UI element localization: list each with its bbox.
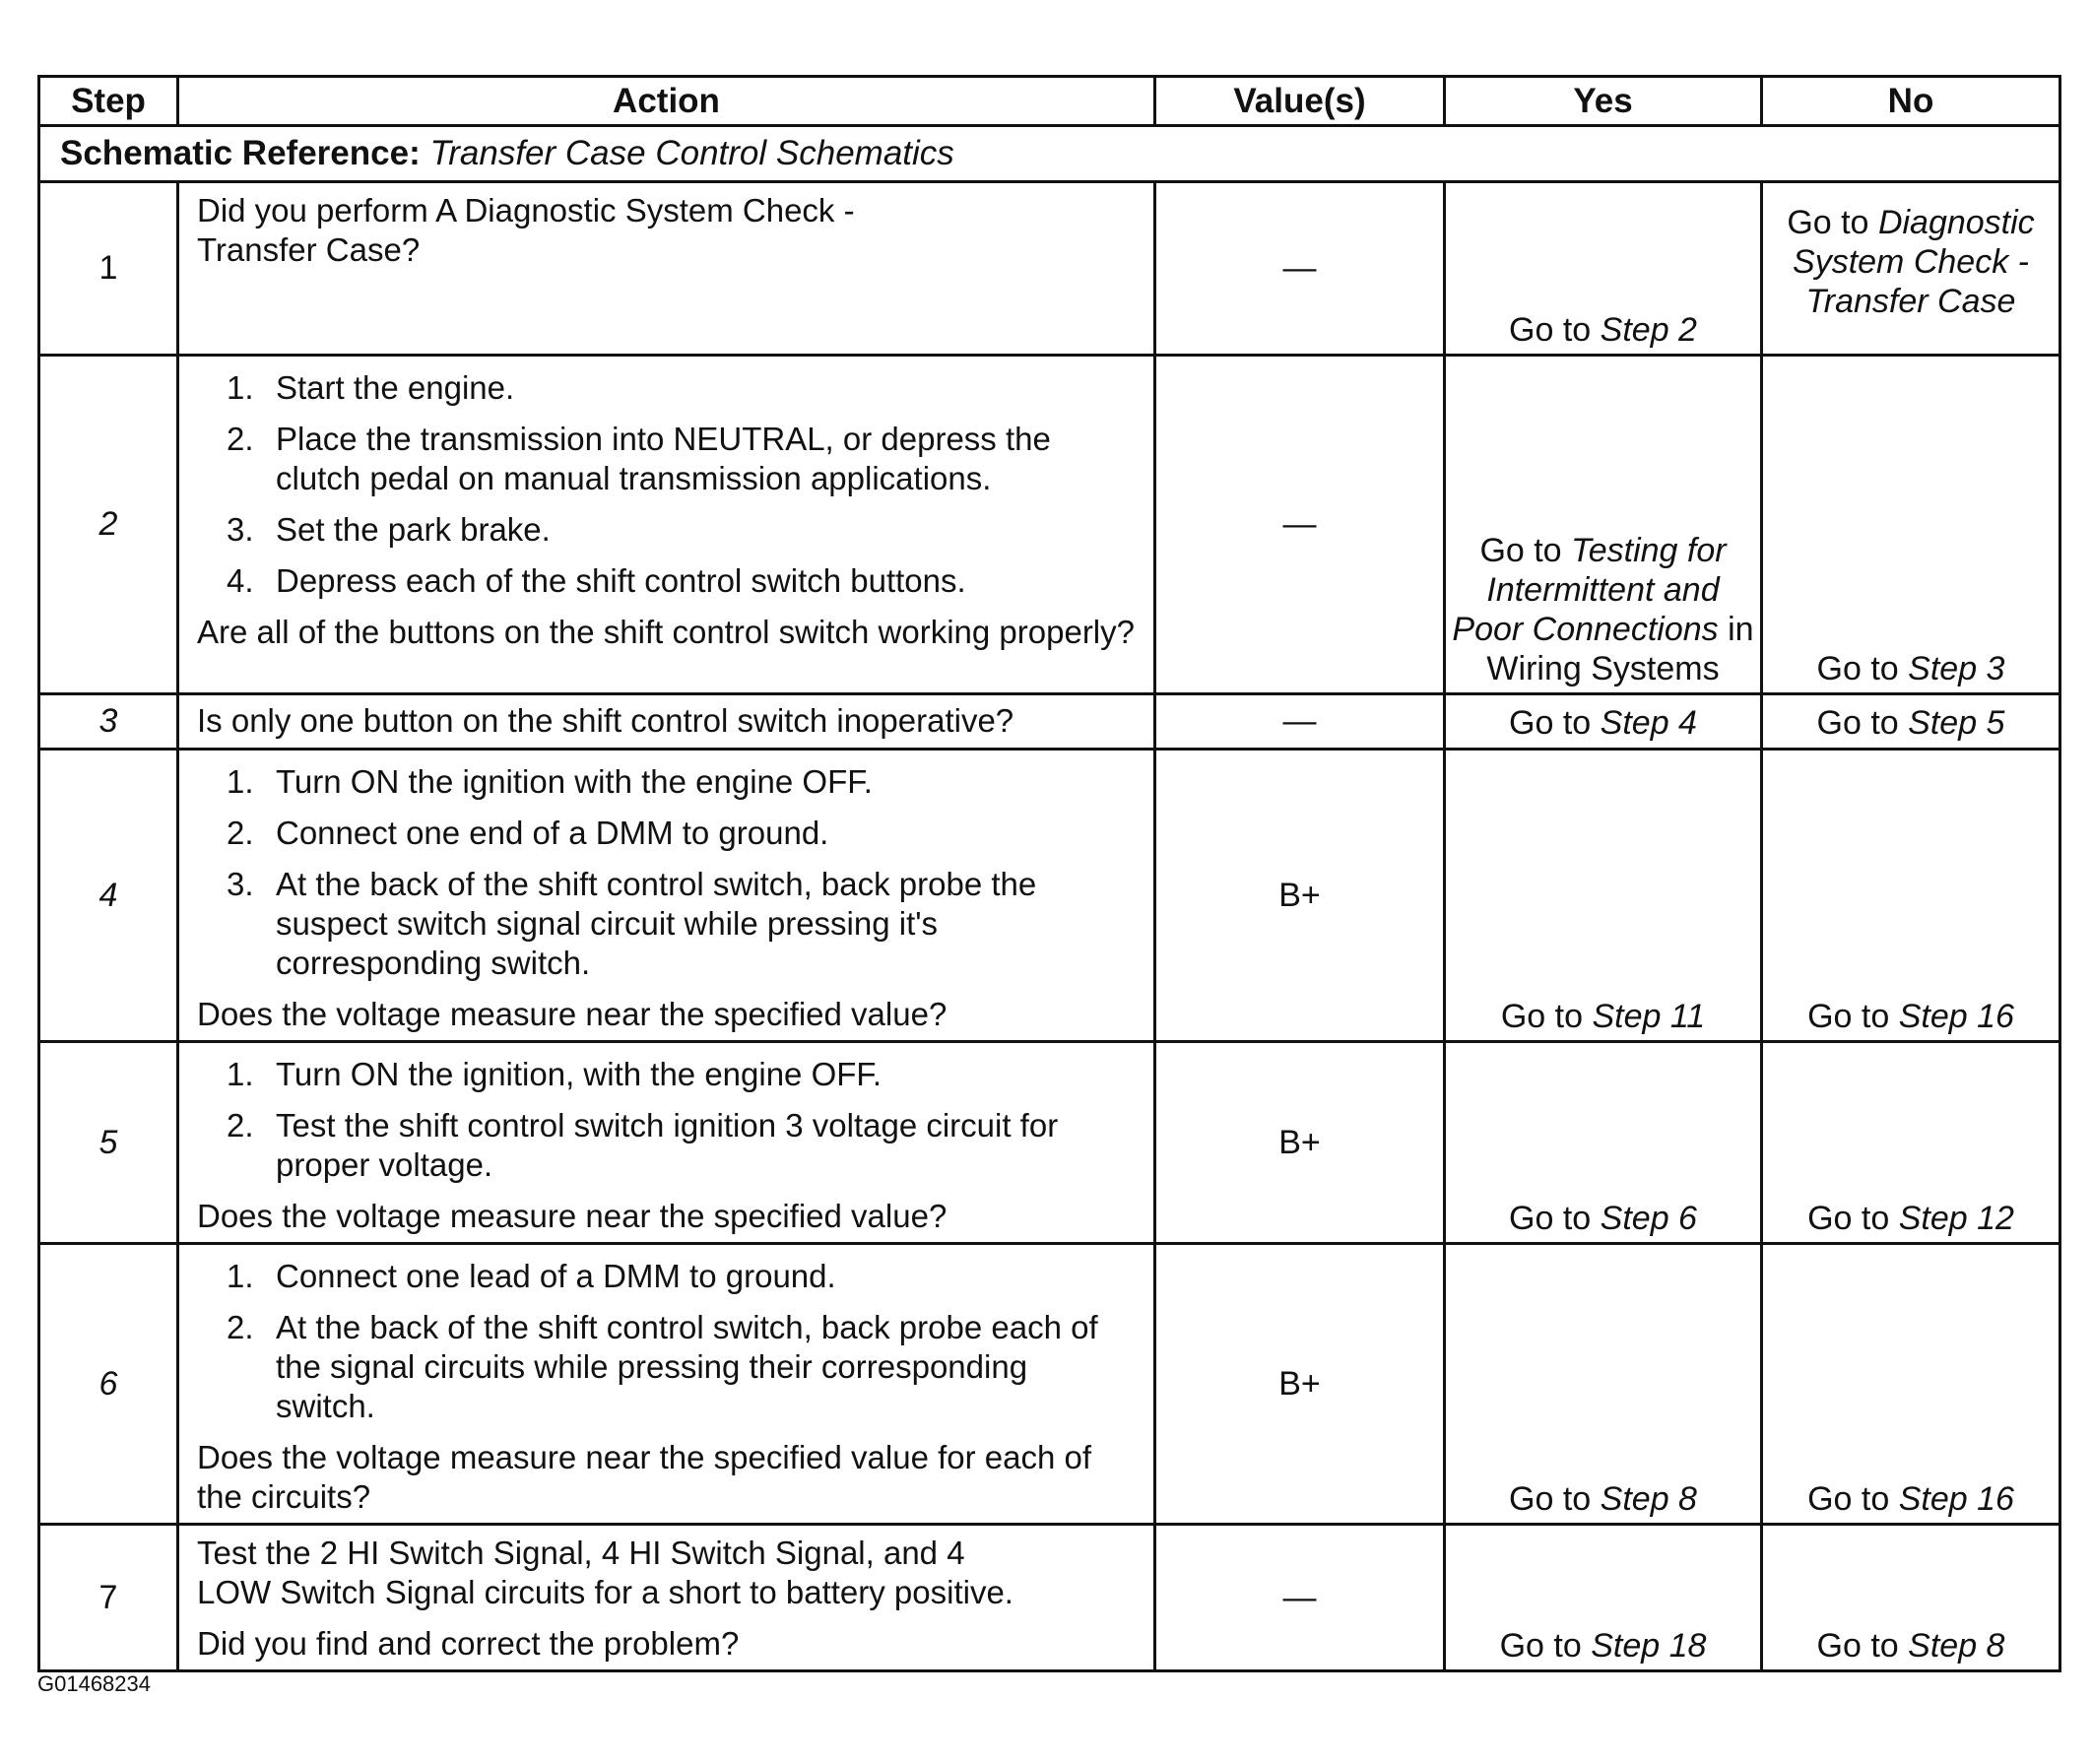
goto-link[interactable]: Step 3 [1908,650,2005,687]
goto-link[interactable]: Testing for Intermittent and Poor Connections [1452,532,1727,648]
question-text: Are all of the buttons on the shift control switch working properly? [197,614,1135,650]
table-row [39,356,2060,694]
action-cell [178,1042,1155,1244]
procedure-step: 3. At the back of the shift control switch, back probe the suspect switch signal circuit while pressing it's corresponding switch. [227,866,1037,981]
procedure-step: 2. Place the transmission into NEUTRAL, or depress the clutch pedal on manual transmission applications. [227,421,1051,496]
goto-link[interactable]: Step 11 [1592,998,1706,1035]
header-action: Action [178,77,1155,126]
header-step: Step [39,77,178,126]
procedure-list [197,762,1136,983]
action-cell [178,694,1155,750]
table-row [39,694,2060,750]
procedure-step: 4. Depress each of the shift control switch buttons. [227,562,966,599]
no-cell: Go to Diagnostic System Check - Transfer Case [1762,182,2060,356]
procedure-step: 2. At the back of the shift control switch, back probe each of the signal circuits while pressing their corresponding switch. [227,1309,1098,1424]
question-text: Did you find and correct the problem? [197,1625,740,1662]
value-cell: — [1155,694,1445,750]
action-cell [178,1244,1155,1525]
goto-link[interactable]: Step 16 [1898,998,2014,1035]
action-cell [178,1525,1155,1671]
header-yes: Yes [1445,77,1762,126]
no-cell: Go to Step 16 [1762,1244,2060,1525]
yes-cell: Go to Step 6 [1445,1042,1762,1244]
table-row [39,182,2060,356]
action-cell [178,750,1155,1042]
goto-link[interactable]: Step 6 [1600,1200,1697,1237]
value-cell: — [1155,1525,1445,1671]
value-cell: B+ [1155,1244,1445,1525]
question-text: Does the voltage measure near the specified value for each of the circuits? [197,1439,1092,1515]
procedure-step: 2. Test the shift control switch ignition 3 voltage circuit for proper voltage. [227,1107,1059,1183]
goto-link[interactable]: Step 18 [1591,1627,1707,1665]
action-cell [178,356,1155,694]
action-cell [178,182,1155,356]
step-number: 3 [39,694,178,750]
table-row [39,1042,2060,1244]
action-text: Test the 2 HI Switch Signal, 4 HI Switch Signal, and 4 [197,1535,965,1571]
no-cell: Go to Step 8 [1762,1525,2060,1671]
no-cell: Go to Step 3 [1762,356,2060,694]
goto-link[interactable]: Step 5 [1908,703,2005,742]
table-row [39,1244,2060,1525]
value-cell: B+ [1155,750,1445,1042]
procedure-step: 1. Start the engine. [227,369,515,406]
goto-link[interactable]: Step 8 [1908,1627,2005,1665]
value-cell: — [1155,182,1445,356]
goto-link[interactable]: Step 16 [1898,1480,2014,1518]
no-cell: Go to Step 12 [1762,1042,2060,1244]
step-number: 6 [39,1244,178,1525]
procedure-step: 3. Set the park brake. [227,511,551,548]
value-cell: — [1155,356,1445,694]
schematic-reference [39,126,2060,182]
yes-cell: Go to Step 11 [1445,750,1762,1042]
procedure-list [197,368,1136,601]
question-text: Does the voltage measure near the specified value? [197,1198,948,1234]
step-number: 4 [39,750,178,1042]
yes-cell: Go to Testing for Intermittent and Poor Connections in Wiring Systems [1445,356,1762,694]
goto-link[interactable]: Diagnostic System Check - Transfer Case [1793,203,2035,320]
step-number: 2 [39,356,178,694]
step-number: 5 [39,1042,178,1244]
header-values: Value(s) [1155,77,1445,126]
figure-id: G01468234 [37,1671,151,1696]
action-text: Did you perform A Diagnostic System Check - [197,192,855,229]
yes-cell: Go to Step 18 [1445,1525,1762,1671]
procedure-step: 1. Connect one lead of a DMM to ground. [227,1258,836,1294]
table-row [39,1525,2060,1671]
table-row [39,750,2060,1042]
goto-link[interactable]: Step 2 [1600,311,1697,349]
procedure-list [197,1055,1136,1185]
schematic-label: Schematic Reference: [60,134,421,172]
yes-cell: Go to Step 8 [1445,1244,1762,1525]
yes-cell: Go to Step 2 [1445,182,1762,356]
no-cell: Go to Step 16 [1762,750,2060,1042]
question-text: Does the voltage measure near the specified value? [197,996,948,1032]
action-text: Transfer Case? [197,231,421,268]
question-text: Is only one button on the shift control switch inoperative? [197,701,1014,739]
schematic-row [39,126,2060,182]
header-row [39,77,2060,126]
step-number: 7 [39,1525,178,1671]
yes-cell: Go to Step 4 [1445,694,1762,750]
goto-link[interactable]: Step 8 [1600,1480,1697,1518]
goto-link[interactable]: Step 12 [1898,1200,2014,1237]
value-cell: B+ [1155,1042,1445,1244]
no-cell: Go to Step 5 [1762,694,2060,750]
diagnostic-table [37,75,2061,1672]
step-number: 1 [39,182,178,356]
header-no: No [1762,77,2060,126]
schematic-link[interactable]: Transfer Case Control Schematics [429,134,954,172]
procedure-step: 1. Turn ON the ignition with the engine OFF. [227,763,873,800]
procedure-step: 1. Turn ON the ignition, with the engine OFF. [227,1056,883,1092]
procedure-step: 2. Connect one end of a DMM to ground. [227,815,829,851]
action-text: LOW Switch Signal circuits for a short to battery positive. [197,1574,1013,1610]
goto-link[interactable]: Step 4 [1600,703,1697,742]
procedure-list [197,1257,1136,1426]
